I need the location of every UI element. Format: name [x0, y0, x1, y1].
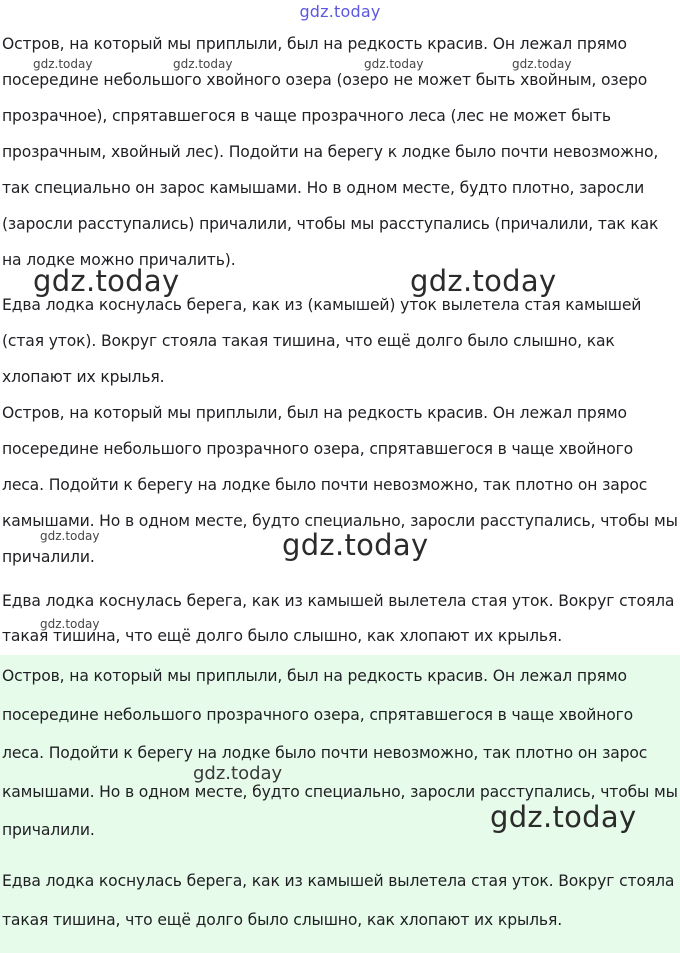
watermark: gdz.today	[193, 763, 283, 784]
answer-paragraph-1: Остров, на который мы приплыли, был на редкость красив. Он лежал прямо посередине небольшого прозрачного озера, спрятавшегося в чаще хвойного леса. Подойти к берегу на лодке было почти невозможно, так плотно он зарос камышами. Но в одном месте, будто специально, заросли расступались, чтобы мы причалили.	[2, 667, 678, 839]
corrected-paragraph-1: Остров, на который мы приплыли, был на редкость красив. Он лежал прямо посередине небольшого прозрачного озера, спрятавшегося в чаще хвойного леса. Подойти к берегу на лодке было почти невозможно, так плотно он зарос камышами. Но в одном месте, будто специально, заросли расступались, чтобы мы причалили.	[2, 404, 678, 566]
source-paragraph-1: Остров, на который мы приплыли, был на редкость красив. Он лежал прямо посередине небольшого хвойного озера (озеро не может быть хвойным, озеро прозрачное), спрятавшегося в чаще прозрачного леса (лес не может быть прозрачным, хвойный лес). Подойти на берегу к лодке было почти невозможно, так специально он зарос камышами. Но в одном месте, будто плотно, заросли (заросли расступались) причалили, чтобы мы расступались (причалили, так как на лодке можно причалить).	[2, 35, 659, 269]
watermark: gdz.today	[33, 264, 180, 298]
answer-paragraph-2: Едва лодка коснулась берега, как из камышей вылетела стая уток. Вокруг стояла такая тишина, что ещё долго было слышно, как хлопают их крылья.	[2, 872, 675, 929]
watermark: gdz.today	[512, 57, 572, 71]
watermark: gdz.today	[40, 529, 100, 543]
watermark: gdz.today	[282, 528, 429, 562]
corrected-paragraph-2: Едва лодка коснулась берега, как из камышей вылетела стая уток. Вокруг стояла такая тишина, что ещё долго было слышно, как хлопают их крылья.	[2, 592, 675, 645]
watermark: gdz.today	[173, 57, 233, 71]
source-paragraph-2: Едва лодка коснулась берега, как из (камышей) уток вылетела стая камышей (стая уток). Вокруг стояла такая тишина, что ещё долго было слышно, как хлопают их крылья.	[2, 296, 642, 386]
watermark: gdz.today	[40, 617, 100, 631]
watermark: gdz.today	[410, 264, 557, 298]
watermark: gdz.today	[33, 57, 93, 71]
site-title[interactable]: gdz.today	[299, 2, 381, 21]
watermark: gdz.today	[364, 57, 424, 71]
watermark: gdz.today	[490, 800, 637, 834]
